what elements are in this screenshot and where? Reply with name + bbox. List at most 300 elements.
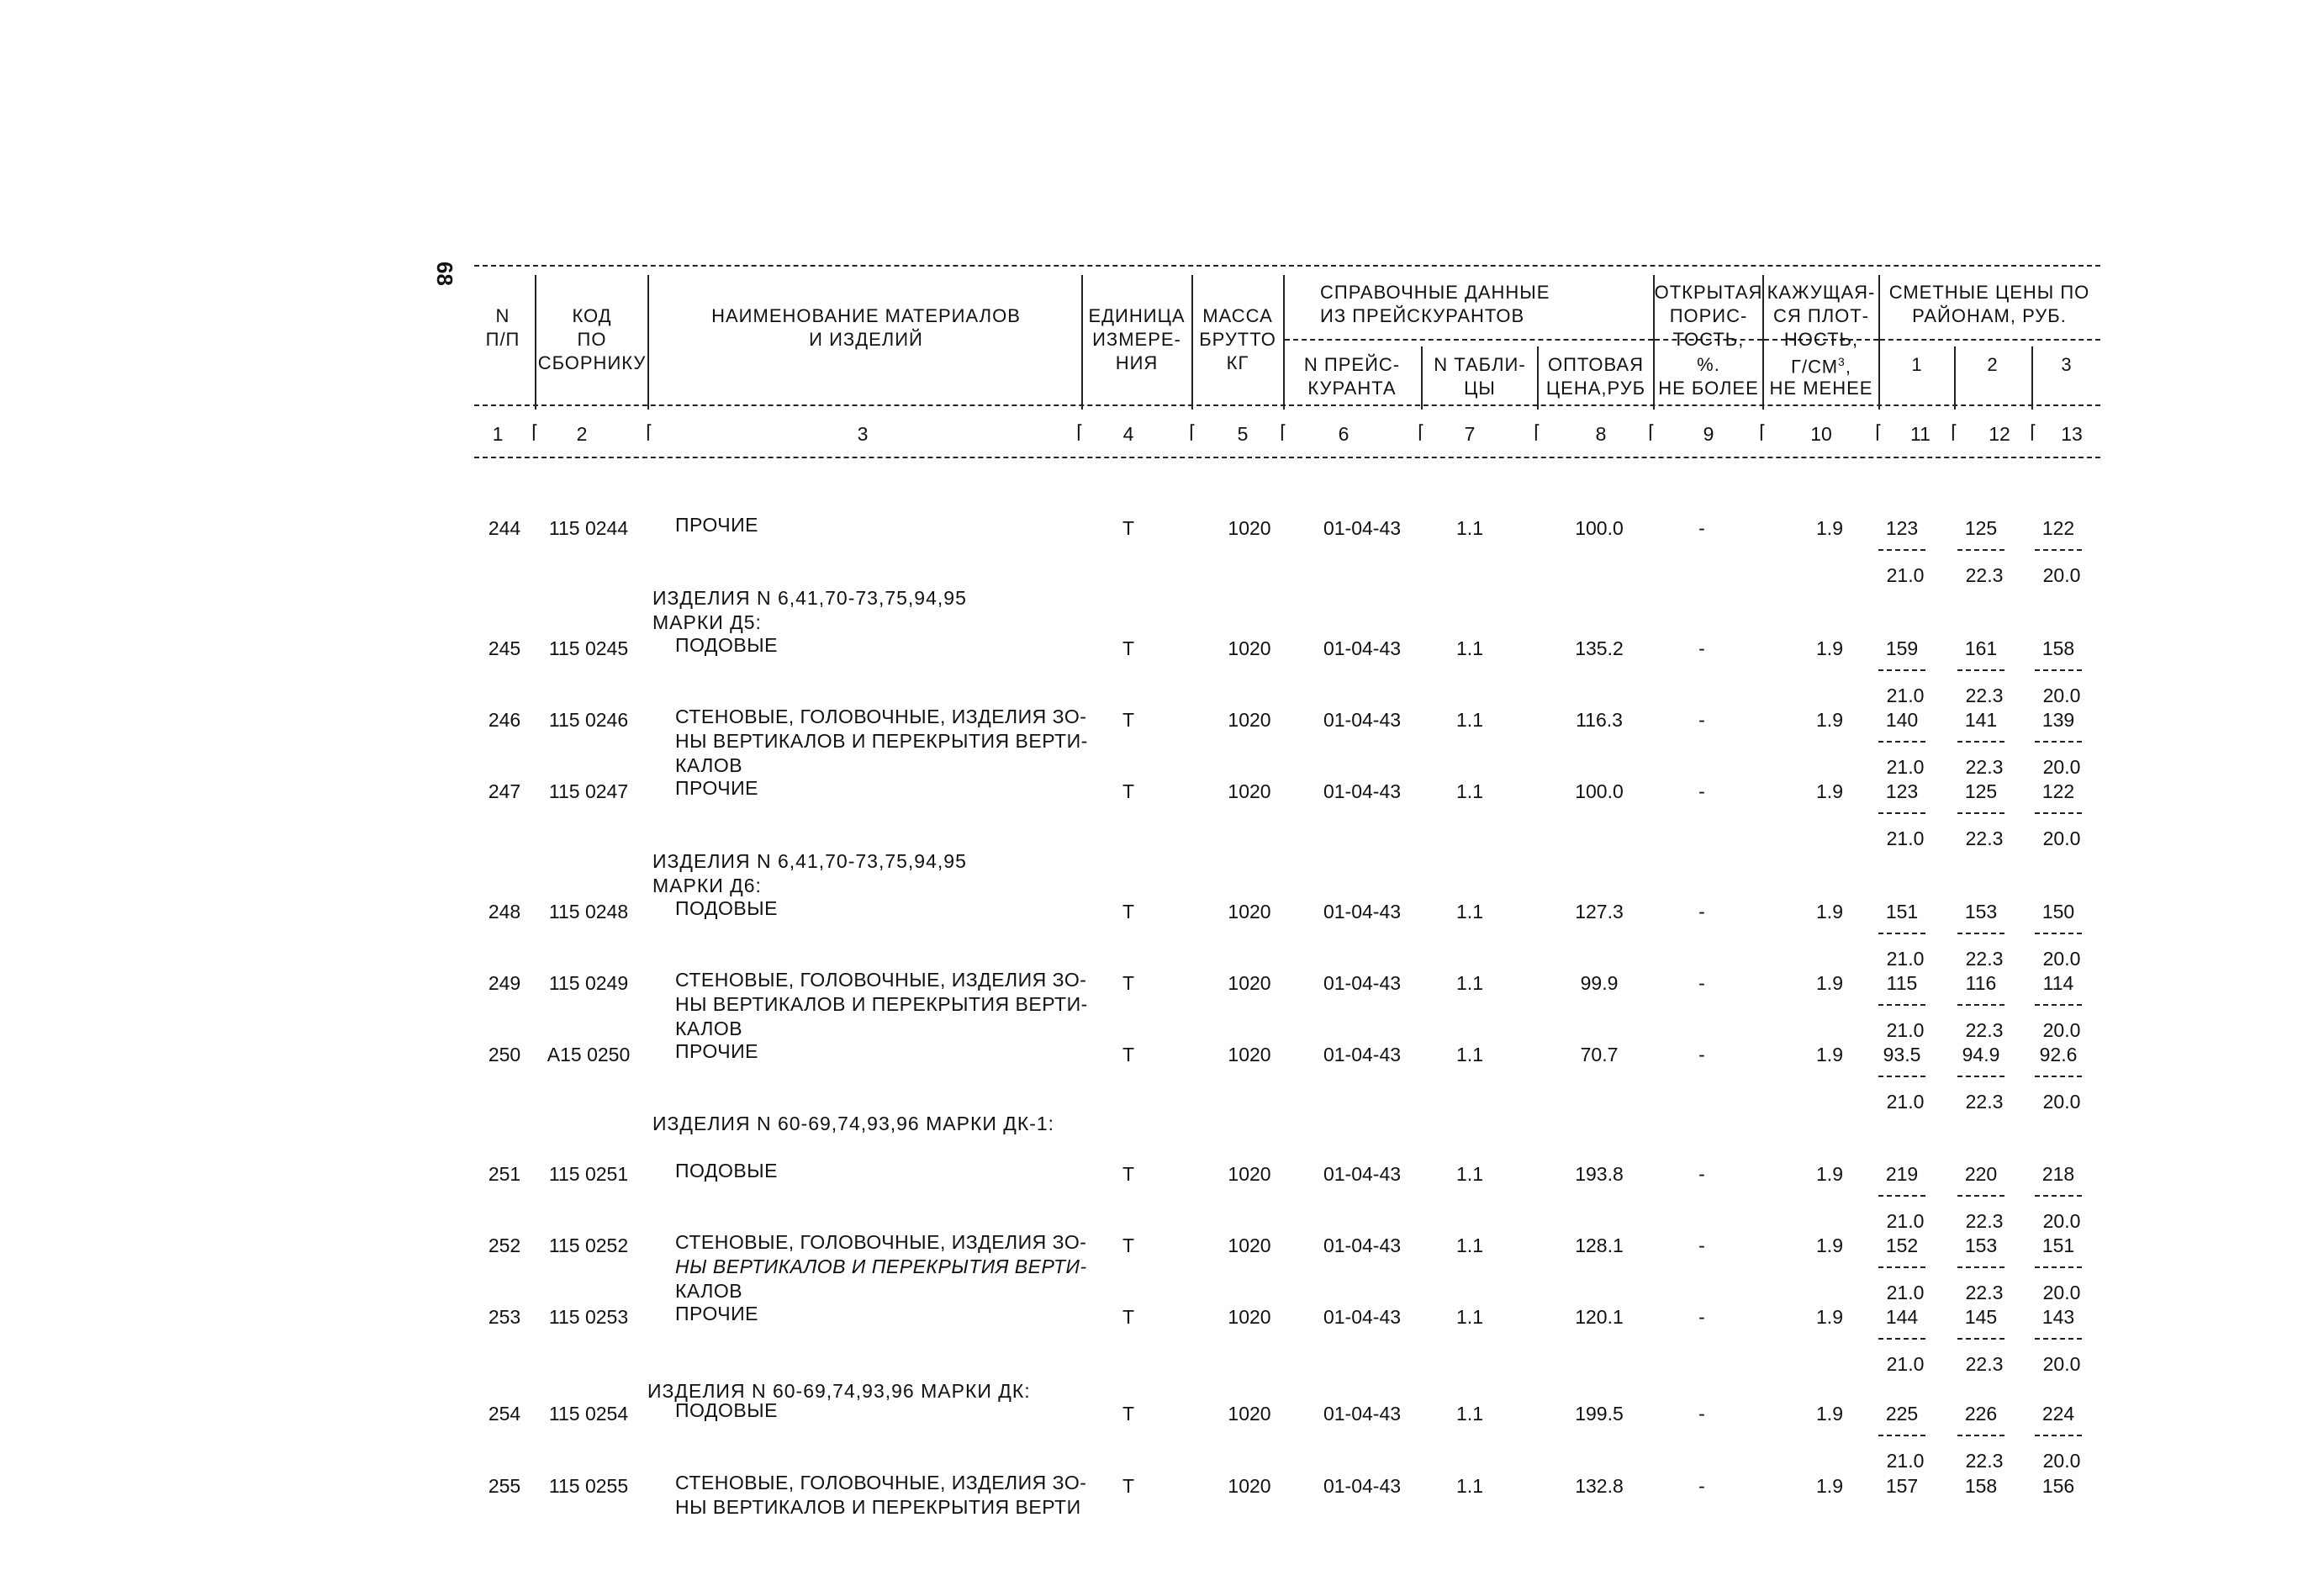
section-heading-line: ИЗДЕЛИЯ N 6,41,70-73,75,94,95 <box>652 587 967 609</box>
cell-price: 127.3 <box>1575 901 1624 923</box>
cell-unit: Т <box>1122 517 1135 539</box>
fraction-rule <box>1878 933 1925 934</box>
cell-unit: Т <box>1122 1403 1135 1425</box>
cell-k3: 20.0 <box>2042 1019 2081 1041</box>
cell-dens: 1.9 <box>1816 517 1843 539</box>
cell-price: 199.5 <box>1575 1403 1624 1425</box>
cell-k2: 22.3 <box>1965 827 2004 849</box>
cell-name-line: КАЛОВ <box>675 1280 743 1302</box>
cell-por: - <box>1698 780 1705 802</box>
cell-k2: 22.3 <box>1965 948 2004 970</box>
fraction-rule <box>1957 549 2004 551</box>
fraction-rule <box>1878 1004 1925 1006</box>
col-divider <box>2031 346 2033 410</box>
h-c1-1: П/П <box>485 329 520 350</box>
column-number-separator: ⌈ <box>1280 421 1287 442</box>
h-c7-1: ЦЫ <box>1464 378 1496 399</box>
column-number-separator: ⌈ <box>1534 421 1541 442</box>
h-c9-3: %. <box>1697 354 1720 375</box>
cell-p1: 157 <box>1885 1475 1919 1497</box>
cell-por: - <box>1698 637 1705 659</box>
column-number-separator: ⌈ <box>1951 421 1958 442</box>
cell-k1: 21.0 <box>1886 948 1925 970</box>
fraction-rule <box>2035 669 2082 671</box>
cell-name-line: ПРОЧИЕ <box>675 514 758 536</box>
cell-name-line: НЫ ВЕРТИКАЛОВ И ПЕРЕКРЫТИЯ ВЕРТИ <box>675 1496 1081 1518</box>
cell-unit: Т <box>1122 1234 1135 1256</box>
cell-dens: 1.9 <box>1816 637 1843 659</box>
cell-pk: 01-04-43 <box>1323 1403 1402 1425</box>
cell-k3: 20.0 <box>2042 685 2081 706</box>
price-group-rule <box>1880 339 2100 341</box>
header-bottom-rule <box>474 457 2100 458</box>
cell-price: 193.8 <box>1575 1163 1624 1185</box>
cell-k2: 22.3 <box>1965 685 2004 706</box>
fraction-rule <box>2035 741 2082 743</box>
fraction-rule <box>1878 1195 1925 1197</box>
cell-p2: 125 <box>1964 517 1998 539</box>
cell-tab: 1.1 <box>1456 780 1483 802</box>
column-number-separator: ⌈ <box>1759 421 1767 442</box>
cell-name-line: СТЕНОВЫЕ, ГОЛОВОЧНЫЕ, ИЗДЕЛИЯ ЗО- <box>675 969 1087 991</box>
cell-k3: 20.0 <box>2042 827 2081 849</box>
h-c5-0: МАССА <box>1202 305 1273 326</box>
cell-code: 115 0249 <box>548 972 629 994</box>
fraction-rule <box>1957 1076 2004 1077</box>
cell-tab: 1.1 <box>1456 972 1483 994</box>
fraction-rule <box>2035 1004 2082 1006</box>
column-number-separator: ⌈ <box>1648 421 1656 442</box>
h-c6-0: N ПРЕЙС- <box>1303 354 1401 375</box>
cell-name-line: СТЕНОВЫЕ, ГОЛОВОЧНЫЕ, ИЗДЕЛИЯ ЗО- <box>675 1472 1087 1493</box>
h-c10-3: $Г/СМ^3$, <box>1791 355 1851 378</box>
cell-name-line: КАЛОВ <box>675 1018 743 1039</box>
cell-unit: Т <box>1122 1306 1135 1328</box>
cell-code: А15 0250 <box>547 1044 631 1065</box>
cell-p3: 122 <box>2041 780 2075 802</box>
cell-price: 120.1 <box>1575 1306 1624 1328</box>
cell-tab: 1.1 <box>1456 901 1483 923</box>
header-mid-rule <box>474 404 2100 406</box>
cell-p1: 151 <box>1885 901 1919 923</box>
cell-name-line: НЫ ВЕРТИКАЛОВ И ПЕРЕКРЫТИЯ ВЕРТИ- <box>675 993 1088 1015</box>
h-c10-2: НОСТЬ, <box>1783 329 1859 350</box>
h-c8-0: ОПТОВАЯ <box>1548 354 1644 375</box>
cell-code: 115 0252 <box>548 1234 629 1256</box>
column-number: 6 <box>1338 423 1350 445</box>
fraction-rule <box>1957 1338 2004 1340</box>
cell-por: - <box>1698 901 1705 923</box>
cell-k1: 21.0 <box>1886 1450 1925 1472</box>
cell-price: 132.8 <box>1575 1475 1624 1497</box>
cell-mass: 1020 <box>1228 709 1271 731</box>
cell-price: 100.0 <box>1575 780 1624 802</box>
cell-por: - <box>1698 1403 1705 1425</box>
h-c9-1: ПОРИС- <box>1669 305 1748 326</box>
column-number-separator: ⌈ <box>1076 421 1084 442</box>
cell-name-line: СТЕНОВЫЕ, ГОЛОВОЧНЫЕ, ИЗДЕЛИЯ ЗО- <box>675 706 1087 727</box>
fraction-rule <box>2035 1076 2082 1077</box>
cell-p1: 93.5 <box>1883 1044 1921 1065</box>
cell-code: 115 0251 <box>548 1163 629 1185</box>
cell-code: 115 0245 <box>548 637 629 659</box>
cell-mass: 1020 <box>1228 972 1271 994</box>
cell-mass: 1020 <box>1228 517 1271 539</box>
cell-p3: 114 <box>2042 972 2074 994</box>
cell-unit: Т <box>1122 901 1135 923</box>
cell-p2: 125 <box>1964 780 1998 802</box>
fraction-rule <box>1878 549 1925 551</box>
h-ref-1: ИЗ ПРЕЙСКУРАНТОВ <box>1320 305 1525 326</box>
cell-n: 249 <box>488 972 521 994</box>
cell-unit: Т <box>1122 1044 1135 1065</box>
cell-name-line: СТЕНОВЫЕ, ГОЛОВОЧНЫЕ, ИЗДЕЛИЯ ЗО- <box>675 1231 1087 1253</box>
cell-pk: 01-04-43 <box>1323 517 1402 539</box>
cell-p3: 92.6 <box>2039 1044 2078 1065</box>
fraction-rule <box>1878 1076 1925 1077</box>
section-heading-line: МАРКИ Д5: <box>652 611 762 633</box>
cell-k1: 21.0 <box>1886 827 1925 849</box>
cell-p1: 219 <box>1885 1163 1919 1185</box>
cell-dens: 1.9 <box>1816 1475 1843 1497</box>
cell-mass: 1020 <box>1228 637 1271 659</box>
fraction-rule <box>1878 1435 1925 1436</box>
col-divider <box>647 275 649 410</box>
fraction-rule <box>1878 812 1925 814</box>
cell-k1: 21.0 <box>1886 1091 1925 1113</box>
h-c5-1: БРУТТО <box>1199 329 1276 350</box>
cell-n: 255 <box>488 1475 521 1497</box>
cell-k3: 20.0 <box>2042 1091 2081 1113</box>
h-region-1: 1 <box>1911 354 1923 375</box>
cell-k2: 22.3 <box>1965 1450 2004 1472</box>
fraction-rule <box>1957 741 2004 743</box>
cell-tab: 1.1 <box>1456 1044 1483 1065</box>
cell-n: 246 <box>488 709 521 731</box>
column-number: 13 <box>2061 423 2083 445</box>
cell-pk: 01-04-43 <box>1323 1306 1402 1328</box>
col-divider <box>1537 346 1539 410</box>
cell-pk: 01-04-43 <box>1323 1163 1402 1185</box>
h-c4-2: НИЯ <box>1115 352 1159 373</box>
h-c3-0: НАИМЕНОВАНИЕ МАТЕРИАЛОВ <box>711 305 1021 326</box>
cell-code: 115 0254 <box>548 1403 629 1425</box>
cell-code: 115 0255 <box>548 1475 629 1497</box>
cell-mass: 1020 <box>1228 901 1271 923</box>
cell-price: 99.9 <box>1580 972 1619 994</box>
cell-unit: Т <box>1122 1475 1135 1497</box>
cell-p3: 150 <box>2041 901 2075 923</box>
header-top-rule <box>474 265 2100 267</box>
col-divider <box>1878 275 1880 410</box>
cell-code: 115 0244 <box>548 517 629 539</box>
cell-code: 115 0246 <box>548 709 629 731</box>
h-region-3: 3 <box>2061 354 2073 375</box>
cell-por: - <box>1698 517 1705 539</box>
cell-p3: 139 <box>2041 709 2075 731</box>
cell-p1: 152 <box>1885 1234 1919 1256</box>
cell-p1: 123 <box>1885 780 1919 802</box>
cell-n: 247 <box>488 780 521 802</box>
cell-dens: 1.9 <box>1816 1044 1843 1065</box>
cell-p2: 116 <box>1965 972 1997 994</box>
cell-p2: 94.9 <box>1962 1044 2000 1065</box>
cell-unit: Т <box>1122 780 1135 802</box>
cell-pk: 01-04-43 <box>1323 901 1402 923</box>
col-divider <box>535 275 536 410</box>
cell-n: 250 <box>488 1044 521 1065</box>
h-ref-0: СПРАВОЧНЫЕ ДАННЫЕ <box>1320 282 1550 303</box>
fraction-rule <box>1878 741 1925 743</box>
cell-p1: 144 <box>1885 1306 1919 1328</box>
cell-p1: 123 <box>1885 517 1919 539</box>
fraction-rule <box>1957 812 2004 814</box>
cell-price: 135.2 <box>1575 637 1624 659</box>
h-c3-1: И ИЗДЕЛИЙ <box>809 329 923 350</box>
cell-p1: 159 <box>1885 637 1919 659</box>
cell-k1: 21.0 <box>1886 756 1925 778</box>
fraction-rule <box>1957 1195 2004 1197</box>
h-region-2: 2 <box>1987 354 1999 375</box>
fraction-rule <box>2035 1195 2082 1197</box>
cell-p1: 115 <box>1886 972 1918 994</box>
cell-k3: 20.0 <box>2042 756 2081 778</box>
h-c9-2: ТОСТЬ, <box>1672 329 1745 350</box>
cell-n: 251 <box>488 1163 521 1185</box>
cell-p2: 141 <box>1964 709 1998 731</box>
cell-price: 70.7 <box>1580 1044 1619 1065</box>
fraction-rule <box>1878 1338 1925 1340</box>
cell-por: - <box>1698 1234 1705 1256</box>
column-number: 10 <box>1810 423 1832 445</box>
cell-k3: 20.0 <box>2042 1450 2081 1472</box>
col-divider <box>1421 346 1423 410</box>
ref-group-rule <box>1285 339 1653 341</box>
h-price-1: РАЙОНАМ, РУБ. <box>1912 305 2067 326</box>
column-number: 7 <box>1464 423 1476 445</box>
cell-pk: 01-04-43 <box>1323 637 1402 659</box>
cell-k1: 21.0 <box>1886 564 1925 586</box>
column-number-separator: ⌈ <box>2030 421 2037 442</box>
cell-por: - <box>1698 709 1705 731</box>
fraction-rule <box>2035 549 2082 551</box>
fraction-rule <box>1878 669 1925 671</box>
column-number: 2 <box>576 423 588 445</box>
cell-unit: Т <box>1122 1163 1135 1185</box>
cell-code: 115 0248 <box>548 901 629 923</box>
cell-p2: 158 <box>1964 1475 1998 1497</box>
cell-p2: 161 <box>1964 637 1998 659</box>
column-number: 4 <box>1122 423 1134 445</box>
h-c4-0: ЕДИНИЦА <box>1088 305 1186 326</box>
cell-k1: 21.0 <box>1886 1019 1925 1041</box>
h-c5-2: КГ <box>1226 352 1249 373</box>
cell-dens: 1.9 <box>1816 709 1843 731</box>
cell-n: 248 <box>488 901 521 923</box>
cell-pk: 01-04-43 <box>1323 709 1402 731</box>
h-c8-1: ЦЕНА,РУБ <box>1545 378 1646 399</box>
cell-por: - <box>1698 1163 1705 1185</box>
fraction-rule <box>1957 933 2004 934</box>
cell-tab: 1.1 <box>1456 709 1483 731</box>
cell-p1: 225 <box>1885 1403 1919 1425</box>
h-c10-0: КАЖУЩАЯ- <box>1767 282 1876 303</box>
section-heading-line: ИЗДЕЛИЯ N 60-69,74,93,96 МАРКИ ДК: <box>647 1380 1031 1402</box>
cell-k2: 22.3 <box>1965 564 2004 586</box>
cell-mass: 1020 <box>1228 1234 1271 1256</box>
h-c10-3-unit: Г/СМ <box>1791 356 1839 378</box>
cell-k1: 21.0 <box>1886 685 1925 706</box>
cell-por: - <box>1698 1044 1705 1065</box>
cell-mass: 1020 <box>1228 1044 1271 1065</box>
h-c2-0: КОД <box>572 305 612 326</box>
cell-pk: 01-04-43 <box>1323 972 1402 994</box>
h-c9-4: НЕ БОЛЕЕ <box>1658 378 1759 399</box>
cell-price: 128.1 <box>1575 1234 1624 1256</box>
cell-code: 115 0253 <box>548 1306 629 1328</box>
section-heading-line: ИЗДЕЛИЯ N 6,41,70-73,75,94,95 <box>652 850 967 872</box>
section-heading-line: МАРКИ Д6: <box>652 875 762 896</box>
cell-p2: 226 <box>1964 1403 1998 1425</box>
column-number: 11 <box>1910 423 1931 445</box>
cell-name-line: ПРОЧИЕ <box>675 777 758 799</box>
cell-pk: 01-04-43 <box>1323 1234 1402 1256</box>
h-c2-2: СБОРНИКУ <box>537 352 647 373</box>
col-divider <box>1954 346 1956 410</box>
cell-unit: Т <box>1122 709 1135 731</box>
cell-p2: 145 <box>1964 1306 1998 1328</box>
cell-dens: 1.9 <box>1816 1306 1843 1328</box>
cell-pk: 01-04-43 <box>1323 1475 1402 1497</box>
cell-dens: 1.9 <box>1816 1163 1843 1185</box>
fraction-rule <box>1957 1435 2004 1436</box>
cell-k3: 20.0 <box>2042 1210 2081 1232</box>
h-c7-0: N ТАБЛИ- <box>1434 354 1526 375</box>
fraction-rule <box>2035 1338 2082 1340</box>
col-divider <box>1191 275 1193 410</box>
cell-p2: 153 <box>1964 901 1998 923</box>
cell-tab: 1.1 <box>1456 637 1483 659</box>
cell-unit: Т <box>1122 637 1135 659</box>
column-number: 3 <box>857 423 869 445</box>
column-number: 5 <box>1237 423 1249 445</box>
cell-unit: Т <box>1122 972 1135 994</box>
cell-p3: 224 <box>2041 1403 2075 1425</box>
h-c1-0: N <box>495 305 510 326</box>
cell-pk: 01-04-43 <box>1323 1044 1402 1065</box>
cell-k2: 22.3 <box>1965 1210 2004 1232</box>
cell-n: 253 <box>488 1306 521 1328</box>
cell-name-line: ПРОЧИЕ <box>675 1303 758 1324</box>
cell-p3: 218 <box>2041 1163 2075 1185</box>
cell-p3: 156 <box>2041 1475 2075 1497</box>
h-c9-0: ОТКРЫТАЯ <box>1654 282 1763 303</box>
section-heading-line: ИЗДЕЛИЯ N 60-69,74,93,96 МАРКИ ДК-1: <box>652 1113 1055 1134</box>
cell-name-line: ПОДОВЫЕ <box>675 897 778 919</box>
col-divider <box>1283 275 1285 410</box>
cell-name-line: ПОДОВЫЕ <box>675 1399 778 1421</box>
fraction-rule <box>2035 933 2082 934</box>
cell-por: - <box>1698 972 1705 994</box>
h-c6-1: КУРАНТА <box>1307 378 1397 399</box>
cell-dens: 1.9 <box>1816 901 1843 923</box>
cell-k1: 21.0 <box>1886 1210 1925 1232</box>
column-number: 9 <box>1703 423 1714 445</box>
cell-tab: 1.1 <box>1456 1306 1483 1328</box>
column-number-separator: ⌈ <box>1189 421 1196 442</box>
cell-por: - <box>1698 1475 1705 1497</box>
cell-name-line: ПРОЧИЕ <box>675 1040 758 1062</box>
cell-name-line: НЫ ВЕРТИКАЛОВ И ПЕРЕКРЫТИЯ ВЕРТИ- <box>675 730 1088 752</box>
cell-p3: 158 <box>2041 637 2075 659</box>
cell-k2: 22.3 <box>1965 1353 2004 1375</box>
cell-n: 244 <box>488 517 521 539</box>
cell-k1: 21.0 <box>1886 1353 1925 1375</box>
cell-n: 252 <box>488 1234 521 1256</box>
cell-price: 100.0 <box>1575 517 1624 539</box>
cell-p3: 122 <box>2041 517 2075 539</box>
cell-tab: 1.1 <box>1456 1475 1483 1497</box>
cell-mass: 1020 <box>1228 1475 1271 1497</box>
cell-p2: 153 <box>1964 1234 1998 1256</box>
fraction-rule <box>2035 1435 2082 1436</box>
column-number-separator: ⌈ <box>531 421 539 442</box>
cell-k3: 20.0 <box>2042 948 2081 970</box>
cell-dens: 1.9 <box>1816 1403 1843 1425</box>
cell-name-line: НЫ ВЕРТИКАЛОВ И ПЕРЕКРЫТИЯ ВЕРТИ- <box>675 1256 1087 1277</box>
column-number-separator: ⌈ <box>646 421 653 442</box>
cell-dens: 1.9 <box>1816 780 1843 802</box>
page-number: 68 <box>431 262 457 286</box>
cell-dens: 1.9 <box>1816 972 1843 994</box>
h-c10-5: НЕ МЕНЕЕ <box>1769 378 1873 399</box>
cell-k2: 22.3 <box>1965 1282 2004 1303</box>
cell-k2: 22.3 <box>1965 1019 2004 1041</box>
cell-n: 245 <box>488 637 521 659</box>
h-c10-3-sup: 3 <box>1838 355 1846 368</box>
cell-name-line: ПОДОВЫЕ <box>675 1160 778 1182</box>
cell-n: 254 <box>488 1403 521 1425</box>
column-number-separator: ⌈ <box>1875 421 1883 442</box>
fraction-rule <box>2035 1266 2082 1268</box>
cell-k3: 20.0 <box>2042 1282 2081 1303</box>
cell-tab: 1.1 <box>1456 1234 1483 1256</box>
cell-p3: 143 <box>2041 1306 2075 1328</box>
cell-k3: 20.0 <box>2042 1353 2081 1375</box>
h-price-0: СМЕТНЫЕ ЦЕНЫ ПО <box>1888 282 2090 303</box>
column-number-separator: ⌈ <box>1418 421 1425 442</box>
cell-mass: 1020 <box>1228 1306 1271 1328</box>
h-c2-1: ПО <box>577 329 607 350</box>
fraction-rule <box>1957 669 2004 671</box>
cell-mass: 1020 <box>1228 780 1271 802</box>
cell-p2: 220 <box>1964 1163 1998 1185</box>
fraction-rule <box>2035 812 2082 814</box>
h-c10-1: СЯ ПЛОТ- <box>1772 305 1870 326</box>
fraction-rule <box>1957 1266 2004 1268</box>
cell-name-line: ПОДОВЫЕ <box>675 634 778 656</box>
cell-tab: 1.1 <box>1456 1403 1483 1425</box>
cell-por: - <box>1698 1306 1705 1328</box>
col-divider <box>1081 275 1083 410</box>
cell-name-line: КАЛОВ <box>675 754 743 776</box>
cell-mass: 1020 <box>1228 1163 1271 1185</box>
column-number: 8 <box>1595 423 1607 445</box>
fraction-rule <box>1957 1004 2004 1006</box>
cell-tab: 1.1 <box>1456 1163 1483 1185</box>
cell-k3: 20.0 <box>2042 564 2081 586</box>
cell-p1: 140 <box>1885 709 1919 731</box>
